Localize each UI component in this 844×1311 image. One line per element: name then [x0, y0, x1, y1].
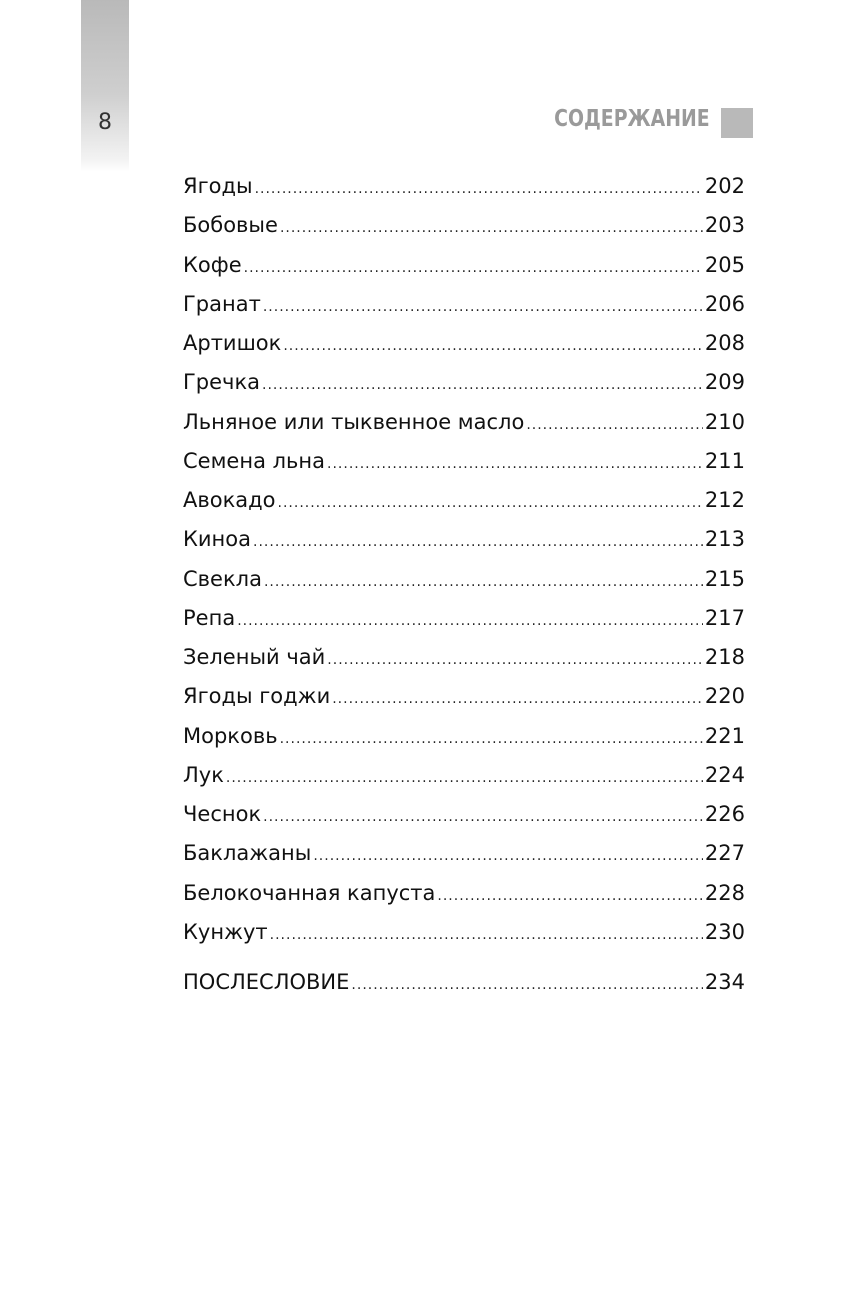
toc-entry-title: Ягоды [183, 174, 253, 198]
toc-entry-page: 221 [704, 723, 745, 748]
toc-entry-page: 203 [704, 213, 745, 238]
toc-entry-title: Репа [183, 605, 236, 630]
toc-entry-page: 218 [704, 645, 745, 669]
toc-entry-title: Гречка [183, 370, 261, 395]
dot-leader [264, 563, 703, 602]
dot-leader [255, 170, 703, 209]
dot-leader [437, 877, 703, 916]
dot-leader [263, 288, 703, 327]
toc-entry-page: 208 [704, 331, 745, 355]
toc-entry[interactable] [183, 638, 745, 677]
toc-entry-page: 230 [704, 919, 745, 944]
toc-entry[interactable] [183, 717, 745, 756]
toc-entry-page: 227 [704, 841, 745, 866]
dot-leader [327, 641, 703, 680]
toc-entry-page: 224 [704, 762, 745, 787]
toc-entry-title: Бобовые [183, 213, 278, 238]
dot-leader [278, 484, 703, 523]
toc-entry-title: Кофе [183, 252, 242, 277]
toc-entry[interactable] [183, 324, 745, 363]
toc-entry-title: Лук [183, 762, 224, 787]
dot-leader [253, 523, 703, 562]
toc-entry-title: Баклажаны [183, 841, 312, 866]
toc-entry-title: Кунжут [183, 919, 268, 944]
dot-leader [283, 327, 703, 366]
toc-entry-page: 209 [704, 370, 745, 395]
toc-entry-title: Гранат [183, 291, 261, 316]
toc-entry-title: Авокадо [183, 488, 276, 512]
dot-leader [270, 916, 703, 955]
toc-entry-page: 234 [704, 970, 745, 994]
running-head-block [721, 108, 753, 138]
toc-entry-page: 202 [704, 174, 745, 198]
toc-entry[interactable] [183, 520, 745, 559]
toc-entry[interactable] [183, 795, 745, 834]
toc-entry[interactable] [183, 481, 745, 520]
toc-entry-page: 228 [704, 880, 745, 905]
toc-entry[interactable] [183, 913, 745, 952]
toc-entry-title: ПОСЛЕСЛОВИЕ [183, 970, 350, 994]
toc-entry-page: 213 [704, 527, 745, 552]
dot-leader [526, 406, 703, 445]
toc-entry[interactable] [183, 403, 745, 442]
running-head: СОДЕРЖАНИЕ [554, 106, 710, 132]
toc-entry-title: Белокочанная капуста [183, 880, 436, 905]
table-of-contents [183, 167, 745, 1002]
toc-entry-title: Зеленый чай [183, 645, 326, 669]
toc-entry-title: Артишок [183, 331, 282, 355]
dot-leader [237, 602, 703, 641]
toc-entry[interactable] [183, 834, 745, 873]
toc-entry[interactable] [183, 560, 745, 599]
toc-entry-page: 215 [704, 566, 745, 591]
toc-entry[interactable] [183, 874, 745, 913]
dot-leader [263, 798, 703, 837]
dot-leader [332, 680, 703, 719]
page-tab-marker [81, 0, 129, 172]
toc-entry[interactable] [183, 599, 745, 638]
dot-leader [280, 209, 703, 248]
toc-entry-page: 206 [704, 291, 745, 316]
toc-entry[interactable] [183, 363, 745, 402]
toc-entry-title: Льняное или тыквенное масло [183, 409, 525, 434]
toc-entry-page: 220 [704, 684, 745, 709]
dot-leader [327, 445, 703, 484]
dot-leader [351, 966, 702, 1005]
toc-entry-afterword[interactable] [183, 963, 745, 1002]
toc-entry[interactable] [183, 756, 745, 795]
dot-leader [244, 249, 703, 288]
toc-entry-page: 210 [704, 409, 745, 434]
toc-entry-title: Киноа [183, 527, 252, 552]
toc-entry-title: Семена льна [183, 448, 326, 473]
toc-entry-page: 226 [704, 802, 745, 826]
page-number: 8 [98, 110, 112, 135]
toc-entry[interactable] [183, 285, 745, 324]
toc-entry-title: Ягоды годжи [183, 684, 331, 709]
toc-entry-page: 205 [704, 252, 745, 277]
toc-entry-page: 211 [704, 448, 745, 473]
toc-entry[interactable] [183, 442, 745, 481]
toc-entry[interactable] [183, 246, 745, 285]
dot-leader [262, 366, 703, 405]
toc-entry[interactable] [183, 206, 745, 245]
dot-leader [280, 720, 703, 759]
toc-entry[interactable] [183, 677, 745, 716]
dot-leader [226, 759, 703, 798]
toc-entry[interactable] [183, 167, 745, 206]
toc-entry-title: Свекла [183, 566, 262, 591]
toc-entry-page: 212 [704, 488, 745, 512]
toc-entry-title: Морковь [183, 723, 278, 748]
toc-entry-title: Чеснок [183, 802, 262, 826]
toc-entry-page: 217 [704, 605, 745, 630]
dot-leader [313, 837, 703, 876]
